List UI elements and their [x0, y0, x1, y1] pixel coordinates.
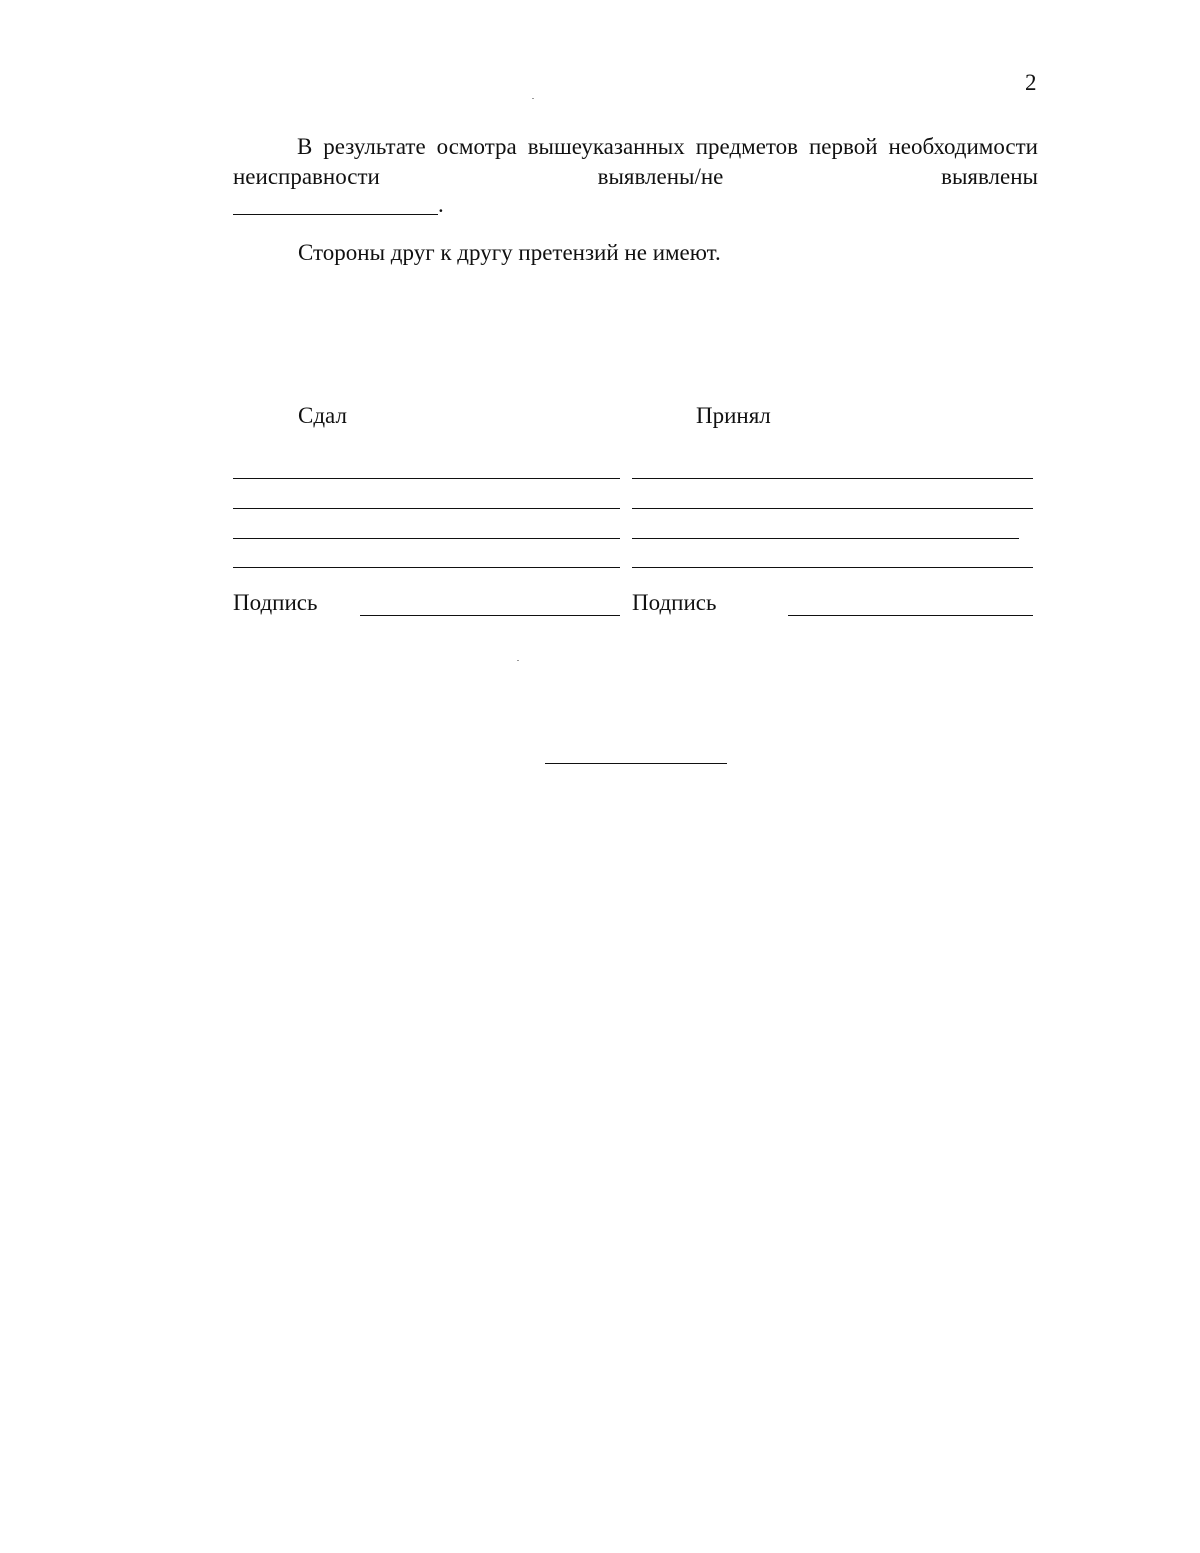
handed-over-line-1[interactable] — [233, 478, 620, 479]
inspection-period: . — [438, 192, 444, 217]
scan-speck — [532, 98, 534, 99]
received-line-4[interactable] — [632, 567, 1033, 568]
end-of-document-rule — [545, 763, 727, 764]
inspection-result-blank[interactable] — [233, 192, 444, 217]
inspection-result-line[interactable] — [233, 196, 438, 215]
handed-over-line-4[interactable] — [233, 567, 620, 568]
received-line-3[interactable] — [632, 538, 1019, 539]
signature-line-right[interactable] — [788, 615, 1033, 616]
received-line-1[interactable] — [632, 478, 1033, 479]
handed-over-label: Сдал — [298, 403, 347, 428]
received-label: Принял — [696, 403, 771, 428]
page-number: 2 — [1025, 70, 1037, 95]
inspection-paragraph: В результате осмотра вышеуказанных предметов первой необходимости неисправности выявлены/не выявлены — [233, 134, 1038, 189]
no-claims-paragraph: Стороны друг к другу претензий не имеют. — [298, 240, 721, 265]
received-line-2[interactable] — [632, 508, 1033, 509]
handed-over-line-3[interactable] — [233, 538, 620, 539]
signature-line-left[interactable] — [360, 615, 620, 616]
signature-label-right: Подпись — [632, 590, 717, 615]
signature-label-left: Подпись — [233, 590, 318, 615]
scan-speck — [517, 660, 519, 661]
handed-over-line-2[interactable] — [233, 508, 620, 509]
